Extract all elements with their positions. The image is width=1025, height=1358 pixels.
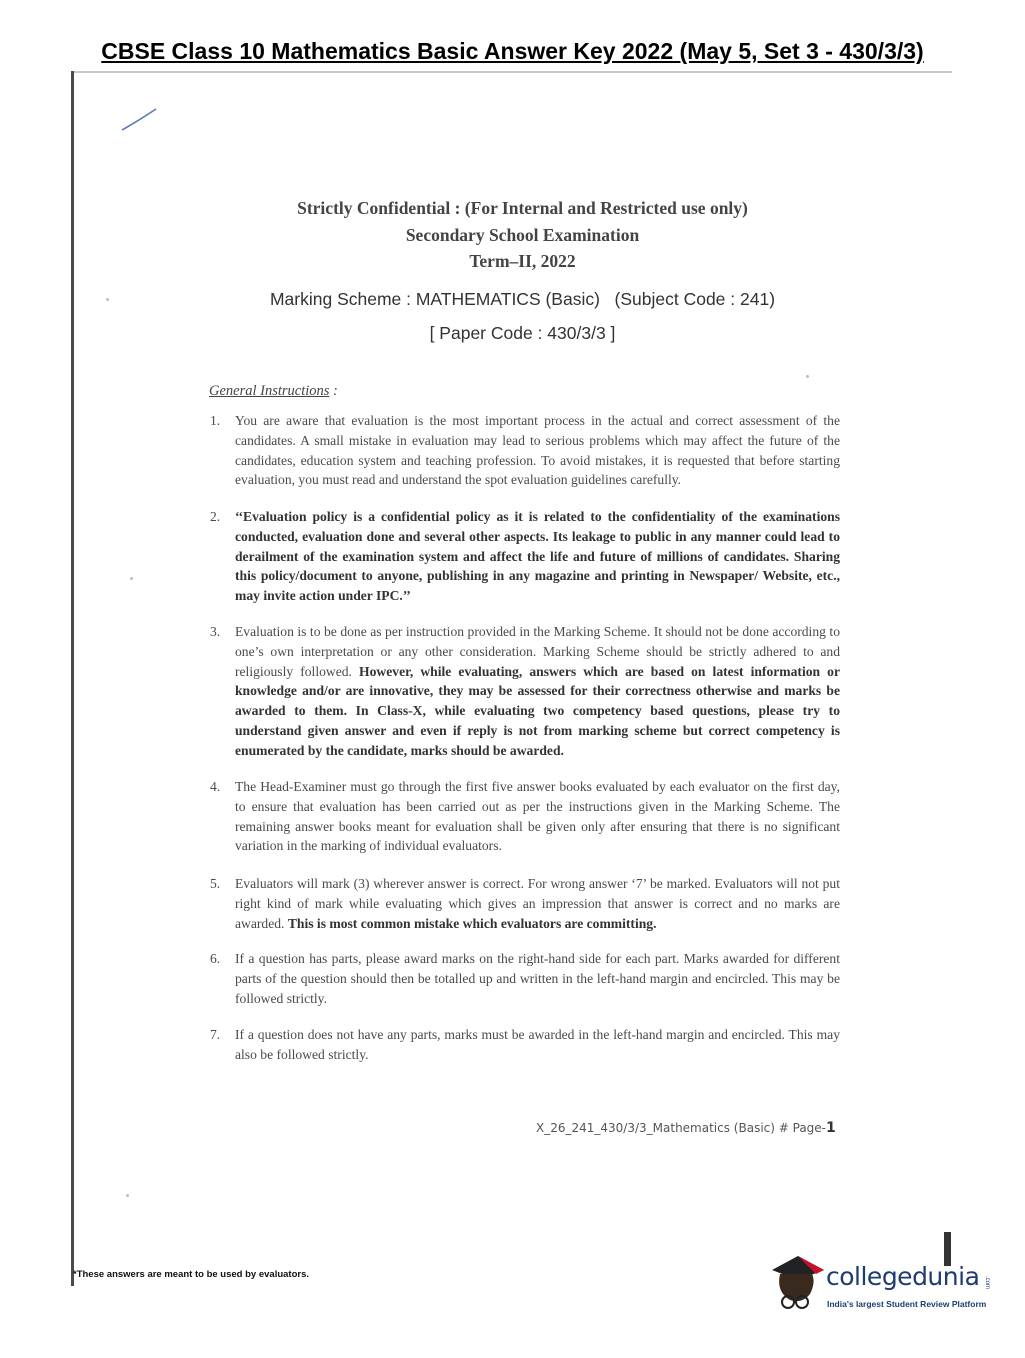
instruction-item [210, 1025, 840, 1065]
general-instructions-heading [209, 383, 338, 400]
instruction-item [210, 622, 840, 761]
instruction-text: ‘‘Evaluation policy is a confidential policy as it is related to the confidentiality of the examinations conducted, evaluation done and several other aspects. Its leakage to public in any manner could lead to derailment of the examination system and affect the life and future of millions of candidates. Sharing this policy/document to anyone, publishing in any magazine and printing in Newspaper/ Website, etc., may invite action under IPC.’’ [235, 509, 840, 604]
logo-wordmark: collegedunia [826, 1262, 980, 1291]
logo-suffix: .com [984, 1276, 990, 1290]
exam-name: Secondary School Examination [405, 225, 640, 245]
instruction-text: You are aware that evaluation is the most important process in the actual and correct assessment of the candidates. A small mistake in evaluation may lead to serious problems which may affect the future of the candidates, education system and teaching profession. To avoid mistakes, it is requested that before starting evaluation, you must read and understand the spot evaluation guidelines carefully. [235, 413, 840, 488]
footer-code-text: X_26_241_430/3/3_Mathematics (Basic) # Page- [536, 1121, 826, 1135]
page-banner-title: CBSE Class 10 Mathematics Basic Answer Key 2022 (May 5, Set 3 - 430/3/3) [101, 38, 924, 64]
term-line: Term–II, 2022 [469, 251, 576, 271]
instruction-text: Evaluation is to be done as per instruction provided in the Marking Scheme. It should not be done according to one’s own interpretation or any other consideration. Marking Scheme should be strictly adhered to and religiously followed. [235, 624, 840, 679]
mascot-icon [768, 1248, 826, 1320]
scan-speck [806, 375, 809, 378]
instruction-item [210, 507, 840, 606]
logo-tagline: India's largest Student Review Platform [827, 1299, 987, 1309]
instruction-number: 7. [210, 1027, 221, 1042]
instruction-text-bold: However, while evaluating, answers which are based on latest information or knowledge and/or are innovative, they may be assessed for their correctness otherwise and marks be awarded to them. In Class-X, while evaluating two competency based questions, please try to understand given answer and even if reply is not from marking scheme but correct competency is enumerated by the candidate, marks should be awarded. [235, 663, 840, 758]
instruction-item [210, 949, 840, 1008]
general-instructions-colon: : [329, 383, 338, 399]
instruction-text: If a question has parts, please award marks on the right-hand side for each part. Marks awarded for different parts of the question should then be totalled up and written in the left-hand margin and encircled. This may be followed strictly. [235, 951, 840, 1006]
scan-speck [126, 1194, 129, 1197]
scan-speck [130, 577, 133, 580]
instruction-item [210, 411, 840, 490]
instruction-text-bold: This is most common mistake which evaluators are committing. [287, 915, 657, 931]
instruction-text: The Head-Examiner must go through the first five answer books evaluated by each evaluator on the first day, to ensure that evaluation has been carried out as per the instructions given in the Marking Scheme. The remaining answer books meant for evaluation shall be given only after ensuring that there is no significant variation in the marking of individual evaluators. [235, 779, 840, 854]
instruction-number: 4. [210, 779, 221, 794]
evaluator-note: *These answers are meant to be used by evaluators. [73, 1269, 310, 1280]
scan-edge-top [72, 71, 952, 73]
instruction-number: 3. [210, 624, 221, 639]
paper-code: [ Paper Code : 430/3/3 ] [429, 323, 616, 343]
instruction-number: 2. [210, 509, 221, 524]
instruction-text: If a question does not have any parts, marks must be awarded in the left-hand margin and encircled. This may also be followed strictly. [235, 1027, 840, 1062]
collegedunia-logo[interactable] [768, 1248, 1000, 1318]
page-footer-code [536, 1120, 836, 1136]
instruction-number: 6. [210, 951, 221, 966]
marking-scheme-title: Marking Scheme : MATHEMATICS (Basic) (Subject Code : 241) [269, 289, 776, 309]
instruction-number: 5. [210, 876, 221, 891]
instruction-item [210, 777, 840, 856]
general-instructions-label: General Instructions [209, 383, 330, 399]
footer-page-number: 1 [826, 1120, 836, 1136]
instruction-text: Evaluators will mark (3) wherever answer is correct. For wrong answer ‘7’ be marked. Evaluators will not put right kind of mark while evaluating which gives an impression that answer is correct and no marks are awarded. [235, 876, 840, 931]
pen-mark-icon [120, 105, 160, 133]
instruction-item [210, 874, 840, 933]
instruction-number: 1. [210, 413, 221, 428]
confidential-line: Strictly Confidential : (For Internal and Restricted use only) [297, 198, 748, 218]
